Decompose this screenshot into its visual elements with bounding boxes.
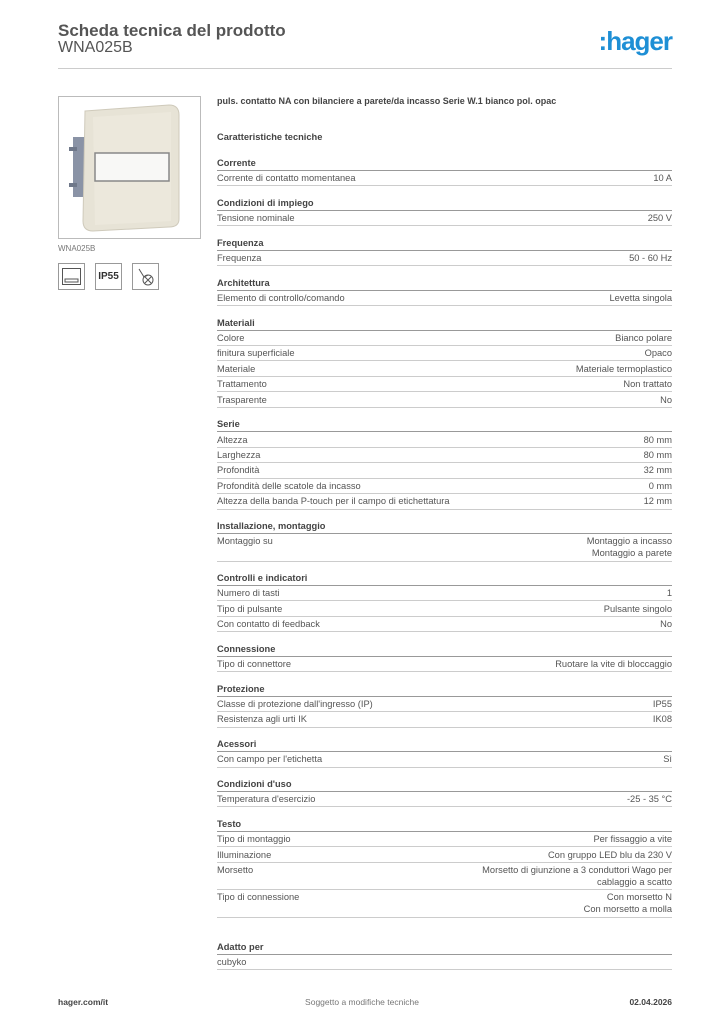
spec-value: 50 - 60 Hz	[629, 252, 672, 263]
spec-value: Pulsante singolo	[603, 603, 672, 614]
spec-label: Trattamento	[217, 379, 267, 390]
spec-label: Numero di tasti	[217, 588, 280, 599]
section-heading: Serie	[217, 417, 672, 432]
spec-row	[217, 448, 672, 463]
section-heading: Controlli e indicatori	[217, 571, 672, 586]
spec-row	[217, 377, 672, 392]
section-heading: Corrente	[217, 156, 672, 171]
spec-row	[217, 601, 672, 616]
spec-row	[217, 361, 672, 376]
footer-website[interactable]: hager.com/it	[58, 997, 109, 1007]
spec-value: 1	[666, 588, 672, 599]
footer-date: 02.04.2026	[629, 997, 672, 1007]
product-image	[58, 96, 201, 239]
label-field-icon	[58, 263, 85, 290]
spec-value: Opaco	[644, 348, 672, 359]
spec-row	[217, 534, 672, 561]
spec-label: Altezza della banda P-touch per il campo di etichettatura	[217, 496, 450, 507]
spec-value: 80 mm	[643, 434, 672, 445]
spec-row	[217, 346, 672, 361]
spec-value: -25 - 35 °C	[626, 794, 672, 805]
spec-value: Montaggio a incasso Montaggio a parete	[586, 536, 672, 559]
spec-label: Montaggio su	[217, 536, 273, 547]
spec-row	[217, 392, 672, 407]
spec-value: Bianco polare	[615, 332, 672, 343]
spec-label: Trasparente	[217, 394, 267, 405]
spec-value: Con morsetto N Con morsetto a molla	[583, 892, 672, 915]
spec-section	[217, 417, 672, 509]
spec-label: finitura superficiale	[217, 348, 295, 359]
spec-row	[217, 712, 672, 727]
spec-row	[217, 890, 672, 917]
spec-label: Materiale	[217, 363, 256, 374]
section-heading: Adatto per	[217, 940, 672, 955]
spec-row	[217, 792, 672, 807]
spec-value: Ruotare la vite di bloccaggio	[555, 659, 672, 670]
spec-section	[217, 236, 672, 266]
spec-label: Morsetto	[217, 864, 254, 875]
spec-label: Frequenza	[217, 252, 262, 263]
spec-value: Materiale termoplastico	[575, 363, 672, 374]
spec-section	[217, 276, 672, 306]
spec-value: IK08	[652, 714, 672, 725]
spec-section	[217, 737, 672, 767]
spec-row	[217, 752, 672, 767]
spec-section	[217, 777, 672, 807]
spec-section	[217, 316, 672, 408]
footer-note: Soggetto a modifiche tecniche	[305, 997, 419, 1007]
section-heading: Testo	[217, 817, 672, 832]
spec-label: cubyko	[217, 956, 247, 967]
spec-section	[217, 571, 672, 632]
spec-label: Tipo di pulsante	[217, 603, 283, 614]
spec-value: Con gruppo LED blu da 230 V	[547, 849, 672, 860]
spec-section	[217, 196, 672, 226]
spec-row	[217, 657, 672, 672]
spec-label: Classe di protezione dall'ingresso (IP)	[217, 698, 373, 709]
spec-section	[217, 642, 672, 672]
spec-label: Profondità	[217, 465, 260, 476]
spec-section	[217, 940, 672, 970]
section-heading: Materiali	[217, 316, 672, 331]
spec-row	[217, 331, 672, 346]
spec-value: Sì	[663, 754, 672, 765]
spec-value: Per fissaggio a vite	[593, 834, 672, 845]
spec-label: Tipo di montaggio	[217, 834, 291, 845]
spec-label: Temperatura d'esercizio	[217, 794, 316, 805]
spec-row	[217, 586, 672, 601]
spec-label: Altezza	[217, 434, 248, 445]
section-heading: Frequenza	[217, 236, 672, 251]
spec-section	[217, 156, 672, 186]
section-heading: Connessione	[217, 642, 672, 657]
spec-row	[217, 211, 672, 226]
spec-label: Resistenza agli urti IK	[217, 714, 307, 725]
spec-value: Levetta singola	[609, 292, 672, 303]
specs-table	[217, 130, 672, 980]
spec-label: Con contatto di feedback	[217, 619, 320, 630]
section-heading: Protezione	[217, 682, 672, 697]
hager-logo: :hager	[598, 26, 672, 56]
spec-row	[217, 463, 672, 478]
spec-label: Profondità delle scatole da incasso	[217, 480, 361, 491]
screw-terminal-icon	[132, 263, 159, 290]
spec-row	[217, 863, 672, 890]
spec-row	[217, 697, 672, 712]
spec-value: Non trattato	[623, 379, 672, 390]
section-heading: Installazione, montaggio	[217, 519, 672, 534]
specs-title: Caratteristiche tecniche	[217, 132, 323, 142]
spec-label: Con campo per l'etichetta	[217, 754, 323, 765]
product-code: WNA025B	[58, 39, 133, 56]
spec-row	[217, 171, 672, 186]
spec-row	[217, 617, 672, 632]
page-title: Scheda tecnica del prodotto	[58, 21, 286, 40]
spec-value: No	[660, 619, 672, 630]
spec-label: Illuminazione	[217, 849, 272, 860]
spec-row	[217, 291, 672, 306]
section-heading: Architettura	[217, 276, 672, 291]
section-heading: Condizioni d'uso	[217, 777, 672, 792]
section-heading: Acessori	[217, 737, 672, 752]
spec-label: Tipo di connessione	[217, 892, 300, 903]
spec-label: Colore	[217, 332, 245, 343]
spec-value: 250 V	[647, 213, 672, 224]
spec-section	[217, 519, 672, 561]
spec-label: Tipo di connettore	[217, 659, 292, 670]
spec-value: 32 mm	[643, 465, 672, 476]
spec-label: Tensione nominale	[217, 213, 295, 224]
spec-row	[217, 847, 672, 862]
spec-section	[217, 817, 672, 918]
product-description: puls. contatto NA con bilanciere a parete/da incasso Serie W.1 bianco pol. opac	[217, 96, 557, 106]
spec-row	[217, 494, 672, 509]
spec-value: Morsetto di giunzione a 3 conduttori Wago per cablaggio a scatto	[482, 864, 672, 887]
spec-label: Elemento di controllo/comando	[217, 292, 345, 303]
spec-row	[217, 251, 672, 266]
image-caption: WNA025B	[58, 244, 96, 253]
spec-section	[217, 682, 672, 728]
spec-label: Corrente di contatto momentanea	[217, 173, 356, 184]
spec-value: 80 mm	[643, 449, 672, 460]
header-divider	[58, 68, 672, 69]
spec-value: IP55	[652, 698, 672, 709]
spec-label: Larghezza	[217, 449, 261, 460]
ip55-icon: IP55	[95, 263, 122, 290]
spec-value: 10 A	[653, 173, 672, 184]
spec-row	[217, 432, 672, 447]
spec-value: No	[660, 394, 672, 405]
spec-row	[217, 479, 672, 494]
section-heading: Condizioni di impiego	[217, 196, 672, 211]
spec-row	[217, 832, 672, 847]
spec-value: 12 mm	[643, 496, 672, 507]
spec-value: 0 mm	[648, 480, 672, 491]
spec-row	[217, 955, 672, 970]
